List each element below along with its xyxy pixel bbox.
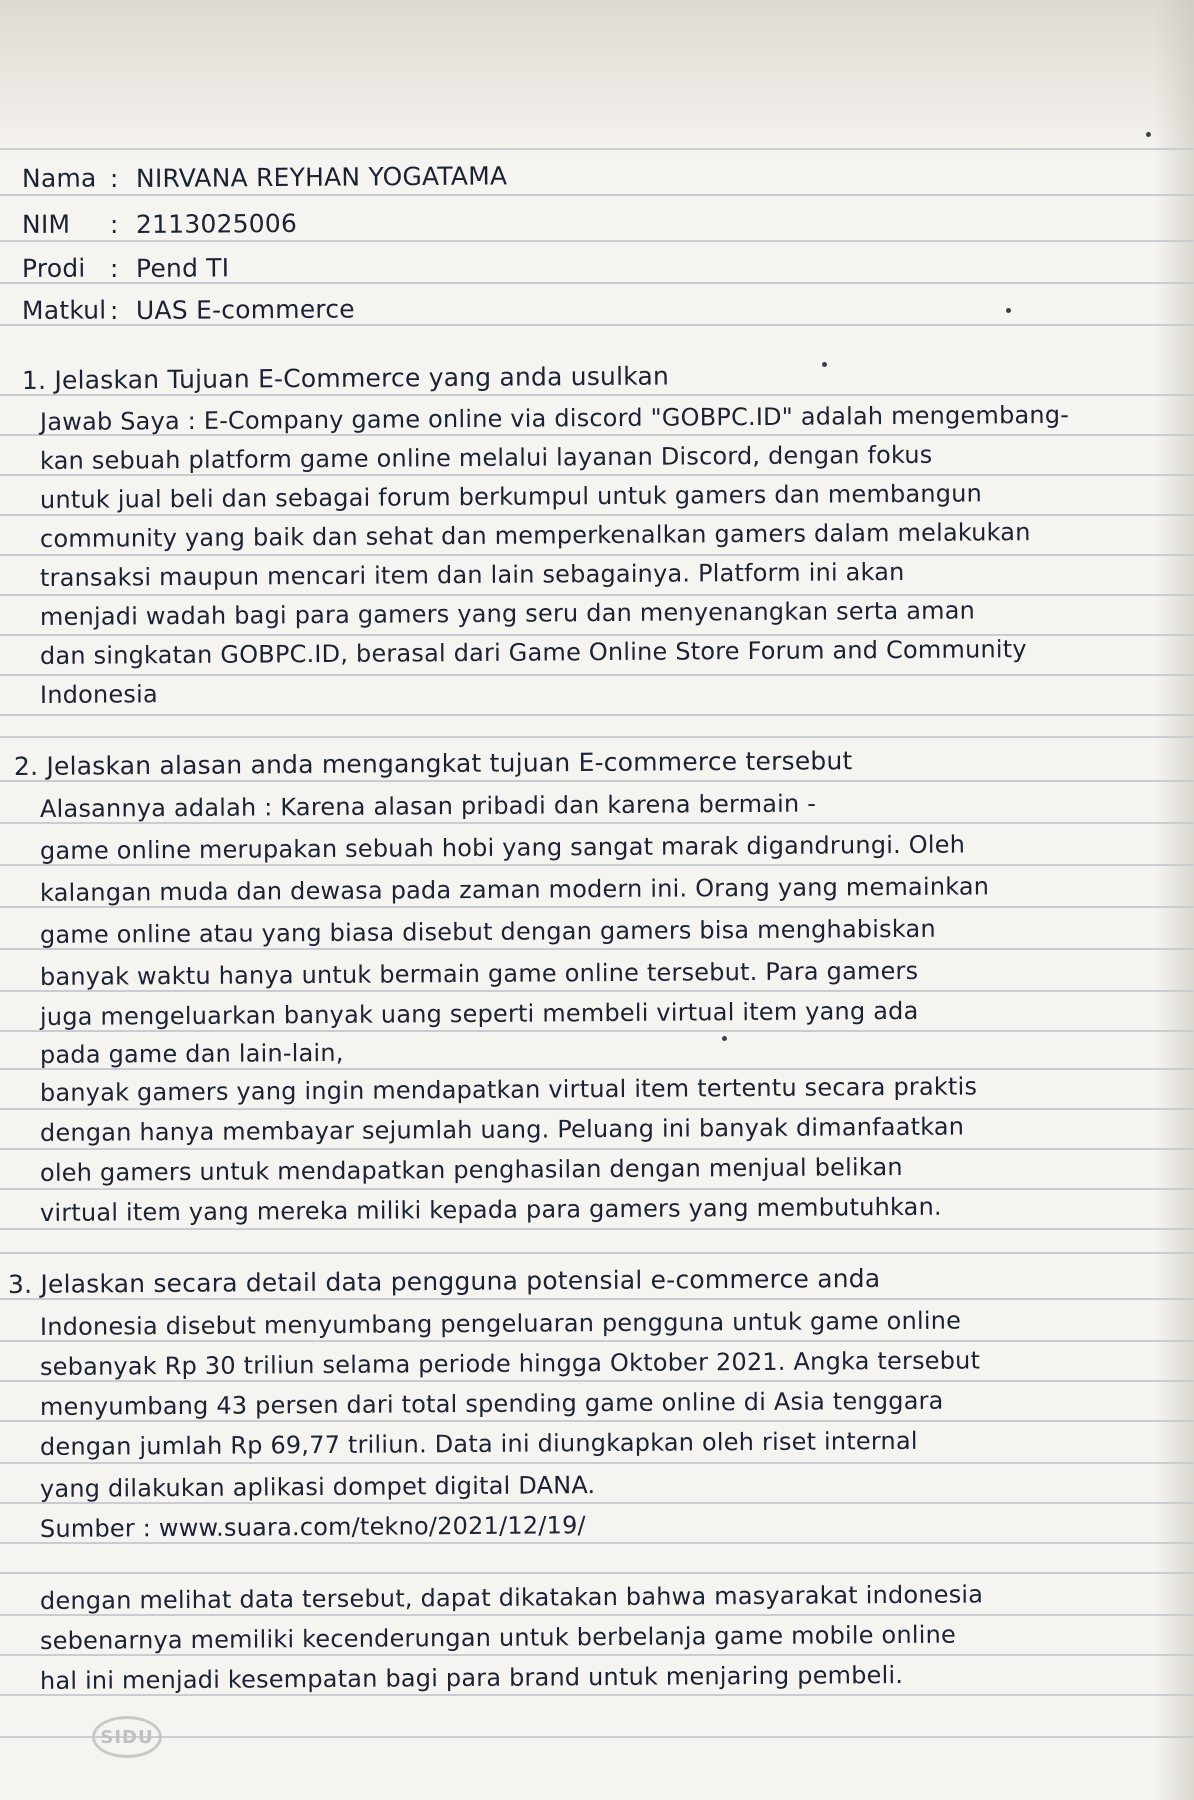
answer-2-line: oleh gamers untuk mendapatkan penghasilan dengan menjual belikan — [39, 1152, 903, 1187]
closing-line: sebenarnya memiliki kecenderungan untuk berbelanja game mobile online — [39, 1620, 957, 1655]
answer-2-line: virtual item yang mereka miliki kepada para gamers yang membutuhkan. — [39, 1192, 942, 1227]
ink-dot — [722, 1036, 727, 1041]
answer-3-line: dengan jumlah Rp 69,77 triliun. Data ini diungkapkan oleh riset internal — [39, 1426, 918, 1461]
answer-2-line: game online merupakan sebuah hobi yang sangat marak digandrungi. Oleh — [39, 830, 966, 865]
answer-1-line: menjadi wadah bagi para gamers yang seru dan menyenangkan serta aman — [39, 596, 976, 631]
answer-3-source: Sumber : www.suara.com/tekno/2021/12/19/ — [39, 1511, 586, 1543]
answer-3-line: menyumbang 43 persen dari total spending game online di Asia tenggara — [39, 1386, 944, 1421]
page-shadow-top — [0, 0, 1194, 160]
answer-1-line: community yang baik dan sehat dan memperkenalkan gamers dalam melakukan — [39, 518, 1031, 553]
ruled-line — [0, 148, 1194, 150]
closing-line: dengan melihat data tersebut, dapat dikatakan bahwa masyarakat indonesia — [39, 1580, 984, 1615]
answer-1-line: untuk jual beli dan sebagai forum berkumpul untuk gamers dan membangun — [39, 479, 983, 514]
page-shadow-right — [1154, 0, 1194, 1800]
ruled-line — [0, 674, 1194, 676]
header-name-sep: : — [109, 163, 119, 193]
ruled-line — [0, 736, 1194, 738]
ink-dot — [1006, 308, 1011, 313]
ink-dot — [822, 362, 827, 367]
header-nim-label: NIM — [21, 209, 71, 239]
ruled-line — [0, 714, 1194, 716]
header-name-label: Nama — [21, 163, 97, 193]
answer-2-line: game online atau yang biasa disebut dengan gamers bisa menghabiskan — [39, 914, 936, 949]
answer-1-line: transaksi maupun mencari item dan lain sebagainya. Platform ini akan — [39, 557, 905, 592]
header-matkul-sep: : — [109, 295, 119, 325]
answer-1-line: Indonesia — [39, 680, 158, 709]
closing-line: hal ini menjadi kesempatan bagi para brand untuk menjaring pembeli. — [39, 1660, 904, 1695]
answer-1-line: Jawab Saya : E-Company game online via discord "GOBPC.ID" adalah mengembang- — [39, 400, 1070, 436]
header-nim-value: 2113025006 — [135, 208, 298, 239]
answer-3-line: sebanyak Rp 30 triliun selama periode hingga Oktober 2021. Angka tersebut — [39, 1346, 981, 1381]
answer-1-question: 1. Jelaskan Tujuan E-Commerce yang anda usulkan — [21, 361, 670, 395]
header-matkul-value: UAS E-commerce — [135, 294, 355, 325]
answer-2-line: juga mengeluarkan banyak uang seperti membeli virtual item yang ada — [39, 996, 919, 1031]
ink-dot — [1146, 132, 1151, 137]
answer-2-line: banyak waktu hanya untuk bermain game online tersebut. Para gamers — [39, 956, 919, 991]
header-nim-sep: : — [109, 209, 119, 239]
answer-2-line: pada game dan lain-lain, — [39, 1038, 344, 1069]
answer-2-line: kalangan muda dan dewasa pada zaman modern ini. Orang yang memainkan — [39, 872, 990, 907]
notebook-brand-logo: SIDU — [92, 1716, 162, 1758]
answer-3-line: yang dilakukan aplikasi dompet digital DANA. — [39, 1471, 596, 1503]
answer-2-line: dengan hanya membayar sejumlah uang. Peluang ini banyak dimanfaatkan — [39, 1112, 965, 1147]
answer-1-line: dan singkatan GOBPC.ID, berasal dari Game Online Store Forum and Community — [39, 635, 1027, 670]
ruled-line — [0, 1736, 1194, 1738]
header-matkul-label: Matkul — [21, 295, 107, 325]
answer-2-line: banyak gamers yang ingin mendapatkan virtual item tertentu secara praktis — [39, 1072, 978, 1107]
header-prodi-value: Pend TI — [135, 253, 230, 283]
answer-1-line: kan sebuah platform game online melalui layanan Discord, dengan fokus — [39, 440, 933, 475]
header-name-value: NIRVANA REYHAN YOGATAMA — [135, 161, 508, 193]
answer-3-question: 3. Jelaskan secara detail data pengguna potensial e-commerce anda — [7, 1263, 881, 1299]
answer-3-line: Indonesia disebut menyumbang pengeluaran pengguna untuk game online — [39, 1306, 962, 1341]
answer-2-question: 2. Jelaskan alasan anda mengangkat tujuan E-commerce tersebut — [13, 746, 853, 781]
ruled-line — [0, 1252, 1194, 1254]
header-prodi-label: Prodi — [21, 253, 86, 283]
answer-2-line: Alasannya adalah : Karena alasan pribadi dan karena bermain - — [39, 789, 817, 823]
ruled-line — [0, 1572, 1194, 1574]
header-prodi-sep: : — [109, 253, 119, 283]
